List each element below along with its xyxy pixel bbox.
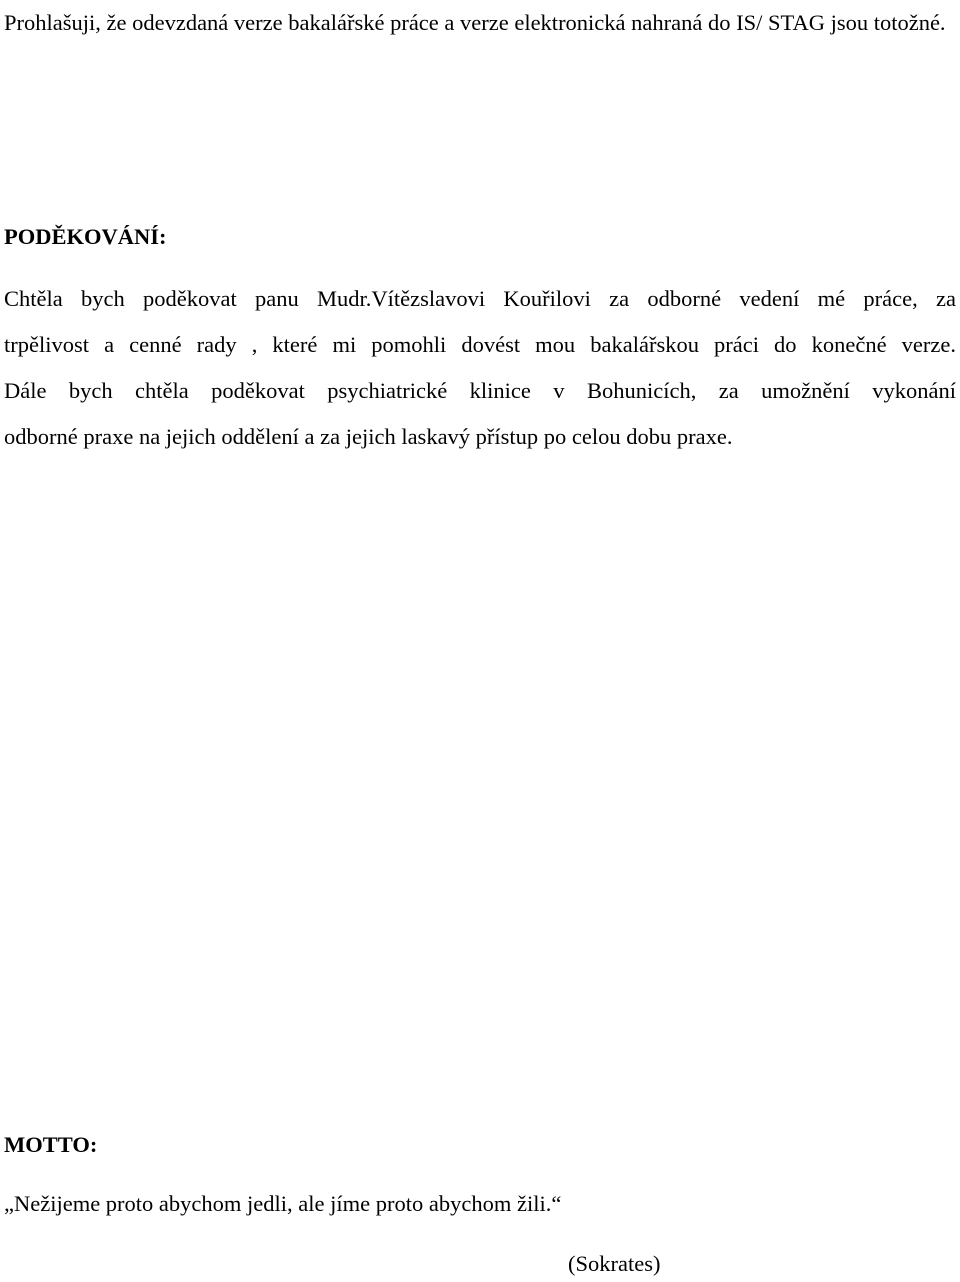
- motto-heading: MOTTO:: [4, 1132, 98, 1157]
- declaration-text: Prohlašuji, že odevzdaná verze bakalářské práce a verze elektronická nahraná do IS/ STAG jsou totožné.: [4, 10, 946, 35]
- motto-quote: „Nežijeme proto abychom jedli, ale jíme proto abychom žili.“: [4, 1191, 562, 1216]
- acknowledgement-line: odborné praxe na jejich oddělení a za jejich laskavý přístup po celou dobu praxe.: [4, 424, 733, 449]
- acknowledgement-line: trpělivost a cenné rady , které mi pomohli dovést mou bakalářskou práci do konečné verze.: [4, 332, 956, 357]
- acknowledgement-line: Dále bych chtěla poděkovat psychiatrické klinice v Bohunicích, za umožnění vykonání: [4, 378, 956, 403]
- motto-author: (Sokrates): [568, 1251, 661, 1276]
- acknowledgement-body: [4, 276, 956, 460]
- acknowledgement-heading: PODĚKOVÁNÍ:: [4, 224, 167, 249]
- acknowledgement-line: Chtěla bych poděkovat panu Mudr.Vítězslavovi Kouřilovi za odborné vedení mé práce, za: [4, 286, 956, 311]
